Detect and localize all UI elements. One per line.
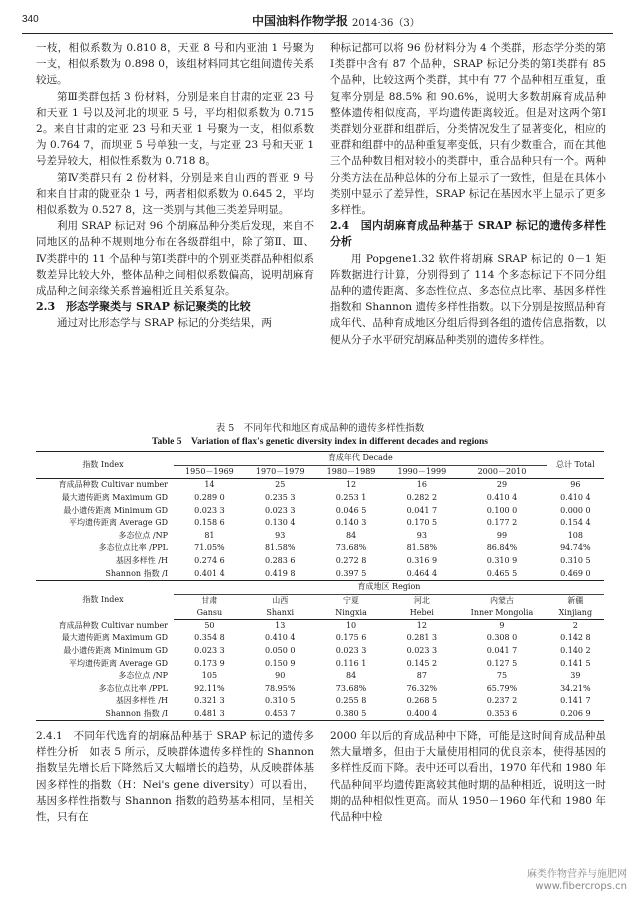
table-cell: 0.150 9 <box>264 658 296 668</box>
table-cell: 0.023 3 <box>335 646 367 656</box>
table-cell: 0.308 0 <box>486 633 518 643</box>
index-header: 指数 Index <box>36 452 174 479</box>
bottom-right-text <box>330 728 606 825</box>
region-label <box>174 594 245 619</box>
table-cell: 12 <box>345 480 357 490</box>
table-cell: 0.173 9 <box>194 658 225 668</box>
paragraph: 种标记都可以将 96 份材料分为 4 个类群，形态学分类的第Ⅰ类群中含有 87 个品种，SRAP 标记分类的第Ⅰ类群有 85 个品种，比较这两个类群，其中有 77 个品种相互重复，重复率分别是 88.5% 和 90.6%，说明大多数胡麻育成品种整体遗传相似度高，平均遗传距离较近。但是对这两个第Ⅰ类群划分亚群和组群后，分类情况发生了显著变化，相应的亚群和组群中的品种重复率变低，只有少数重合，而在其他三个品种数目相对较小的类群中，重合品种只有一个。两种分类方法在品种总体的分布上显示了一致性，但是在具体小类别中显示了差异性，SRAP 标记在基因水平上显示了更多多样性。 <box>330 42 606 217</box>
table-cell: 0.419 8 <box>245 567 316 580</box>
table-cell: 0.145 2 <box>406 658 438 668</box>
decade-header: 育成年代 Decade <box>174 452 547 466</box>
table-cell: 105 <box>201 671 218 681</box>
region-name-cn: 宁夏 <box>343 595 360 605</box>
table-cell: 0.354 8 <box>194 633 225 643</box>
table-row <box>36 530 604 543</box>
bottom-left-text <box>36 728 314 825</box>
table-cell: 90 <box>275 671 286 681</box>
table-cell: 75 <box>496 671 508 681</box>
table-cell: 0.023 3 <box>194 505 225 515</box>
table-cell: 10 <box>345 620 357 630</box>
table-cell: 73.68% <box>335 543 367 553</box>
region-name-cn: 内蒙古 <box>489 595 514 605</box>
table-row <box>36 479 604 492</box>
table-row <box>36 619 604 632</box>
table-cell: 0.281 3 <box>406 633 438 643</box>
table-cell: 76.32% <box>406 683 438 693</box>
table-cell: 0.127 5 <box>486 658 518 668</box>
table-caption-cn: 表 5 不同年代和地区育成品种的遗传多样性指数 <box>215 423 425 434</box>
table-cell: 0.000 0 <box>560 505 591 515</box>
table-cell: 108 <box>567 530 583 540</box>
journal-title: 中国油料作物学报 <box>252 14 349 28</box>
table-cell: 0.272 8 <box>335 556 367 566</box>
decade-label: 1990－1999 <box>386 465 457 479</box>
table-cell: 0.268 5 <box>406 696 438 706</box>
row-label: 最小遗传距离 Minimum GD <box>63 646 168 656</box>
left-column <box>36 40 314 332</box>
table-cell: 0.465 5 <box>457 567 546 580</box>
table-cell: 0.397 5 <box>316 567 387 580</box>
watermark-line: www.fibercrops.cn <box>535 881 627 892</box>
row-label: Shannon 指数 /I <box>36 708 174 721</box>
decade-label: 1980－1989 <box>316 465 387 479</box>
table-cell: 84 <box>345 671 357 681</box>
paragraph: 用 Popgene1.32 软件将胡麻 SRAP 标记的 0－1 矩阵数据进行计算，分别得到了 114 个多态标记下不同分组品种的遗传距离、多态性位点、多态位点比率、基因多样性指数和 Shannon 遗传多样性指数。以下分别是按照品种育成年代、品种育成地区分组后得到各组的遗传信息指数，以便从分子水平研究胡麻品种类别的遗传多样性。 <box>330 252 606 346</box>
row-label: Shannon 指数 /I <box>36 567 174 580</box>
region-name-en: Hebei <box>409 607 434 617</box>
decade-label: 2000－2010 <box>457 465 546 479</box>
table-cell: 29 <box>496 480 508 490</box>
row-label: 最大遗传距离 Maximum GD <box>61 493 168 503</box>
section-heading: 2.3 形态学聚类与 SRAP 标记聚类的比较 <box>36 300 251 314</box>
table-row <box>36 555 604 568</box>
region-name-cn: 山西 <box>272 595 289 605</box>
region-label <box>386 594 457 619</box>
table-row <box>36 657 604 670</box>
table-cell: 0.141 7 <box>560 696 591 706</box>
table-row <box>36 504 604 517</box>
table-cell: 78.95% <box>264 683 296 693</box>
table-cell: 87 <box>416 671 427 681</box>
watermark <box>527 869 627 893</box>
table-cell: 0.175 6 <box>335 633 367 643</box>
decade-label: 1970－1979 <box>245 465 316 479</box>
table-cell: 39 <box>570 671 581 681</box>
region-label <box>547 594 604 619</box>
year-issue: 2014·36（3） <box>352 18 420 29</box>
table-cell: 71.05% <box>194 543 225 553</box>
table-cell: 0.274 6 <box>194 556 225 566</box>
table-cell: 0.410 4 <box>560 493 591 503</box>
table-cell: 0.206 9 <box>547 708 604 721</box>
table-cell: 81.58% <box>264 543 296 553</box>
table-cell: 0.158 6 <box>194 518 225 528</box>
diversity-table <box>36 451 604 721</box>
table-cell: 50 <box>204 620 215 630</box>
table-cell: 25 <box>275 480 286 490</box>
table-cell: 9 <box>499 620 505 630</box>
table-cell: 81.58% <box>406 543 438 553</box>
table-row <box>36 542 604 555</box>
region-name-en: Gansu <box>196 607 223 617</box>
header-rule <box>22 33 613 34</box>
index-header: 指数 Index <box>36 580 174 619</box>
region-name-cn: 河北 <box>413 595 430 605</box>
table-cell: 0.023 3 <box>264 505 296 515</box>
row-label: 育成品种数 Cultivar number <box>58 620 168 630</box>
region-name-en: Shanxi <box>266 607 295 617</box>
row-label: 基因多样性 /H <box>115 556 168 566</box>
table-cell: 0.380 5 <box>316 708 387 721</box>
table-cell: 93 <box>275 530 286 540</box>
row-label: 最小遗传距离 Minimum GD <box>63 505 168 515</box>
table-cell: 0.469 0 <box>547 567 604 580</box>
table-cell: 0.353 6 <box>457 708 546 721</box>
table-row <box>36 632 604 645</box>
region-name-en: Inner Mongolia <box>470 607 534 617</box>
table-cell: 81 <box>204 530 215 540</box>
table-row <box>36 670 604 683</box>
section-heading: 2.4 国内胡麻育成品种基于 SRAP 标记的遗传多样性分析 <box>330 219 606 249</box>
region-label <box>316 594 387 619</box>
table-cell: 0.289 0 <box>194 493 225 503</box>
page-header <box>22 12 613 32</box>
table-cell: 94.74% <box>560 543 591 553</box>
table-cell: 0.401 4 <box>174 567 245 580</box>
table-cell: 96 <box>570 480 581 490</box>
table-cell: 0.023 3 <box>194 646 225 656</box>
table-cell: 0.253 1 <box>335 493 367 503</box>
table-cell: 14 <box>204 480 215 490</box>
table-cell: 0.140 2 <box>560 646 591 656</box>
page-number: 340 <box>22 14 39 25</box>
table-cell: 0.282 2 <box>406 493 438 503</box>
table-cell: 0.023 3 <box>406 646 438 656</box>
table-cell: 0.481 3 <box>174 708 245 721</box>
paragraph: 通过对比形态学与 SRAP 标记的分类结果，两 <box>57 317 272 330</box>
paragraph: 第Ⅳ类群只有 2 份材料，分别是来自山西的晋亚 9 号和来自甘肃的陇亚杂 1 号，两者相似系数为 0.645 2，平均相似系数为 0.527 8，这一类别与其他三类差异明显。 <box>36 171 314 217</box>
region-name-en: Ningxia <box>335 607 367 617</box>
table-cell: 0.410 4 <box>264 633 296 643</box>
table-cell: 0.316 9 <box>406 556 438 566</box>
row-label: 平均遗传距离 Average GD <box>68 518 168 528</box>
table-cell: 86.84% <box>486 543 518 553</box>
table-caption-en: Table 5 Variation of flax's genetic diversity index in different decades and regions <box>152 437 488 447</box>
table-row <box>36 517 604 530</box>
paragraph: 2.4.1 不同年代选育的胡麻品种基于 SRAP 标记的遗传多样性分析 如表 5 所示，反映群体遗传多样性的 Shannon 指数呈先增长后下降然后又大幅增长的趋势，从反映群体基因多样性的指数（H：Nei's gene diversity）可以看出，基因多样性指数与 Shannon 指数的趋势基本相同，呈相关性，只有在 <box>36 730 314 824</box>
table-cell: 0.130 4 <box>264 518 296 528</box>
table-row <box>36 683 604 696</box>
table-row <box>36 708 604 721</box>
table-cell: 0.141 5 <box>560 658 591 668</box>
table-cell: 0.050 0 <box>264 646 296 656</box>
paragraph: 第Ⅲ类群包括 3 份材料，分别是来自甘肃的定亚 23 号和天亚 1 号以及河北的坝亚 5 号，平均相似系数为 0.715 2。来自甘肃的定亚 23 号和天亚 1 号聚为一支，相似系数为 0.764 7，而坝亚 5 号单独一支，与定亚 23 号和天亚 1 号差异较大，相似性系数为 0.718 8。 <box>36 90 314 168</box>
table-cell: 34.21% <box>560 683 591 693</box>
paragraph: 利用 SRAP 标记对 96 个胡麻品种分类后发现，来自不同地区的品种不规则地分布在各级群组中，除了第Ⅱ、Ⅲ、Ⅳ类群中的 11 个品种与第Ⅰ类群中的个别亚类群品种相似系数差异比较大外，整体品种之间相似系数偏高，说明胡麻育成品种之间亲缘关系普遍相近且关系复杂。 <box>36 220 314 298</box>
table-cell: 0.283 6 <box>264 556 296 566</box>
table-row <box>36 695 604 708</box>
table-cell: 0.177 2 <box>486 518 518 528</box>
table-cell: 0.464 4 <box>386 567 457 580</box>
table-cell: 0.310 5 <box>264 696 296 706</box>
paragraph: 一枝，相似系数为 0.810 8，天亚 8 号和内亚油 1 号聚为一支，相似系数为 0.898 0，该组材料同其它组间遗传关系较远。 <box>36 42 314 87</box>
table-cell: 13 <box>275 620 286 630</box>
table-cell: 0.321 3 <box>194 696 225 706</box>
table-row <box>36 645 604 658</box>
table-cell: 99 <box>496 530 508 540</box>
region-header: 育成地区 Region <box>174 580 604 594</box>
table-cell: 93 <box>416 530 427 540</box>
right-column <box>330 40 606 348</box>
table-cell: 0.453 7 <box>245 708 316 721</box>
region-name-cn: 甘肃 <box>201 595 218 605</box>
row-label: 平均遗传距离 Average GD <box>68 658 168 668</box>
table-cell: 0.116 1 <box>335 658 367 668</box>
table-cell: 0.041 7 <box>486 646 518 656</box>
table-cell: 84 <box>345 530 357 540</box>
table-cell: 12 <box>416 620 427 630</box>
table-cell: 73.68% <box>335 683 367 693</box>
row-label: 多态位点比率 /PPL <box>98 683 168 693</box>
table-cell: 0.100 0 <box>486 505 518 515</box>
row-label: 多态位点 /NP <box>118 671 168 681</box>
table-cell: 16 <box>416 480 427 490</box>
total-header: 总计 Total <box>547 452 604 479</box>
table-cell: 0.310 9 <box>486 556 518 566</box>
table-cell: 0.400 4 <box>386 708 457 721</box>
region-name-cn: 新疆 <box>567 595 584 605</box>
table-cell: 0.237 2 <box>486 696 518 706</box>
table-cell: 0.255 8 <box>335 696 367 706</box>
watermark-line: 麻类作物营养与施肥网 <box>527 869 627 880</box>
row-label: 最大遗传距离 Maximum GD <box>61 633 168 643</box>
paragraph: 2000 年以后的育成品种中下降，可能是这时间育成品种虽然大量增多，但由于大量使用相同的优良亲本，使得基因的多样性反而下降。表中还可以看出，1970 年代和 1980 年代品种间平均遗传距离较其他时期的品种相近，说明这一时期的品种相似性更高。而从 1950－1960 年代和 1980 年代品种中检 <box>330 730 606 824</box>
table-cell: 0.170 5 <box>406 518 438 528</box>
row-label: 育成品种数 Cultivar number <box>58 480 168 490</box>
table-cell: 0.235 3 <box>264 493 296 503</box>
table-cell: 0.041 7 <box>406 505 438 515</box>
region-label <box>245 594 316 619</box>
region-name-en: Xinjiang <box>558 607 593 617</box>
table-cell: 0.140 3 <box>335 518 367 528</box>
table-cell: 92.11% <box>194 683 225 693</box>
table-row <box>36 567 604 580</box>
decade-label: 1950－1969 <box>174 465 245 479</box>
table-cell: 0.310 5 <box>560 556 591 566</box>
table-cell: 65.79% <box>486 683 518 693</box>
region-label <box>457 594 546 619</box>
table-cell: 0.154 4 <box>560 518 591 528</box>
row-label: 基因多样性 /H <box>115 696 168 706</box>
row-label: 多态位点比率 /PPL <box>98 543 168 553</box>
table-row <box>36 492 604 505</box>
table-cell: 0.142 8 <box>560 633 591 643</box>
table-cell: 0.046 5 <box>335 505 367 515</box>
row-label: 多态位点 /NP <box>118 530 168 540</box>
table-cell: 2 <box>572 620 578 630</box>
table-cell: 0.410 4 <box>486 493 518 503</box>
